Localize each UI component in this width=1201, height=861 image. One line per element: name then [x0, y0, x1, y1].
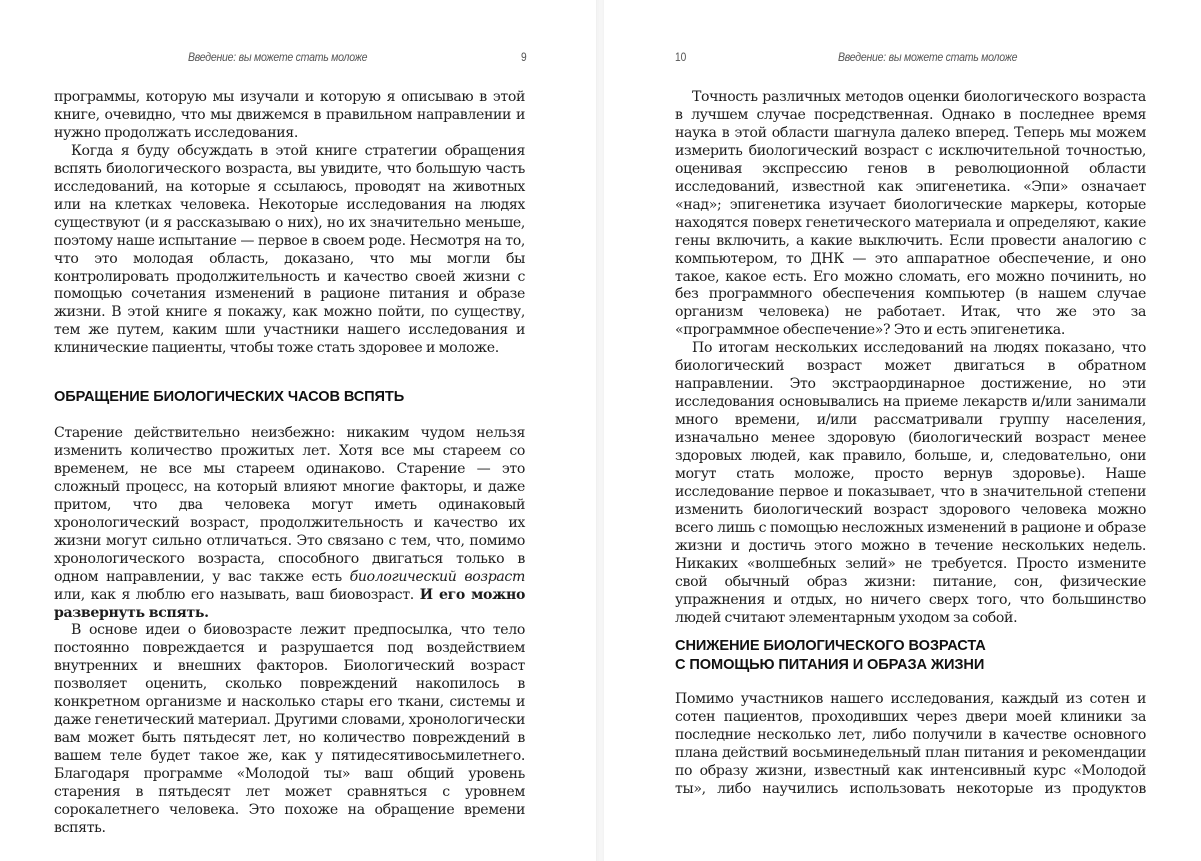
paragraph: В основе идеи о биовозрасте лежит предпосылка, что тело постоянно повреждается и разрушается под воздействием внутренних и внешних факторов. Биологический возраст позволяет оценить, сколько повреждений накопилось в конкретном организме и насколько стары его ткани, системы и даже генетический материал. Другими словами, хронологически вам может быть пятьдесят лет, но количество повреждений в вашем теле будет такое же, как у пятидесятивосьмилетнего. Благодаря программе «Молодой ты» ваш общий уровень старения в пятьдесят лет может сравняться с уровнем сорокалетнего человека. Это похоже на обращение времени вспять. [54, 622, 525, 836]
paragraph: Старение действительно неизбежно: никаким чудом нельзя изменить количество прожитых лет. Хотя все мы стареем со временем, не все мы стареем одинаково. Старение — это сложный процесс, на который влияют многие факторы, и даже притом, что два человека могут иметь одинаковый хронологический возраст, продолжительность и качество их жизни могут сильно отличаться. Это связано с тем, что, помимо хронологического возраста, способного двигаться только в одном направлении, у вас также есть биологический возраст или, как я люблю его называть, ваш биовозраст. И его можно развернуть вспять. [54, 425, 526, 621]
left-page [0, 0, 597, 861]
paragraph: программы, которую мы изучали и которую я описываю в этой книге, очевидно, что мы движемся в правильном направлении и нужно продолжать исследования. [54, 89, 525, 141]
paragraph: Помимо участников нашего исследования, каждый из сотен и сотен пациентов, проходивших через двери моей клиники за последние несколько лет, либо получили в качестве основного плана действий восьминедельный план питания и рекомендации по образу жизни, известный как интенсивный курс «Молодой ты», либо научились использовать некоторые из продуктов [675, 691, 1146, 797]
running-head: Введение: вы можете стать моложе [838, 50, 1018, 64]
body-text-section [675, 691, 1146, 799]
section-heading: ОБРАЩЕНИЕ БИОЛОГИЧЕСКИХ ЧАСОВ ВСПЯТЬ [54, 389, 405, 405]
page-number: 9 [521, 50, 527, 64]
paragraph: По итогам нескольких исследований на людях показано, что биологический возраст может двигаться в обратном направлении. Это экстраординарное достижение, но эти исследования основывались на приеме лекарств и/или занимали много времени, и/или рассматривали группу населения, изначально менее здоровую (биологический возраст менее здоровых людей, как правило, больше, и, следовательно, они могут стать моложе, просто вернув здоровье). Наше исследование первое и показывает, что в значительной степени изменить биологический возраст здорового человека можно всего лишь с помощью несложных изменений в рационе и образе жизни и достичь этого можно в течение нескольких недель. Никаких «волшебных зелий» не требуется. Просто измените свой обычный образ жизни: питание, сон, физические упражнения и отдых, но ничего сверх того, что большинство людей считают элементарным уходом за собой. [675, 340, 1146, 626]
bold-emphasis: И его можно развернуть вспять. [54, 586, 526, 621]
section-heading-line: СНИЖЕНИЕ БИОЛОГИЧЕСКОГО ВОЗРАСТА [675, 638, 986, 654]
body-text-top [54, 89, 525, 358]
body-text-section [54, 425, 525, 838]
body-text-top [675, 89, 1146, 628]
right-page [604, 0, 1201, 861]
paragraph: Когда я буду обсуждать в этой книге стратегии обращения вспять биологического возраста, вы увидите, что большую часть исследований, на которые я ссылаюсь, проводят на животных или на клетках человека. Некоторые исследования на людях существуют (и я рассказываю о них), но их значительно меньше, поэтому наше испытание — первое в своем роде. Несмотря на то, что это молодая область, доказано, что мы могли бы контролировать продолжительность и качество своей жизни с помощью сочетания изменений в рационе питания и образе жизни. В этой книге я покажу, как можно пойти, по существу, тем же путем, каким шли участники нашего исследования и клинические пациенты, чтобы тоже стать здоровее и моложе. [54, 142, 525, 357]
running-head: Введение: вы можете стать моложе [188, 50, 368, 64]
italic-term: биологический возраст [349, 568, 525, 585]
paragraph: Точность различных методов оценки биологического возраста в лучшем случае посредственная. Однако в последнее время наука в этой области шагнула далеко вперед. Теперь мы можем измерить биологический возраст с исключительной точностью, оценивая экспрессию генов в революционной области исследований, известной как эпигенетика. «Эпи» означает «над»; эпигенетика изучает биологические маркеры, которые находятся поверх генетического материала и определяют, какие гены включить, а какие выключить. Если провести аналогию с компьютером, то ДНК — это аппаратное обеспечение, и оно такое, какое есть. Его можно сломать, его можно починить, но без программного обеспечения компьютер (в нашем случае организм человека) не работает. Итак, что же это за «программное обеспечение»? Это и есть эпигенетика. [675, 89, 1146, 339]
section-heading-line: С ПОМОЩЬЮ ПИТАНИЯ И ОБРАЗА ЖИЗНИ [675, 657, 985, 673]
page-number: 10 [675, 50, 687, 64]
section-heading [675, 637, 986, 675]
